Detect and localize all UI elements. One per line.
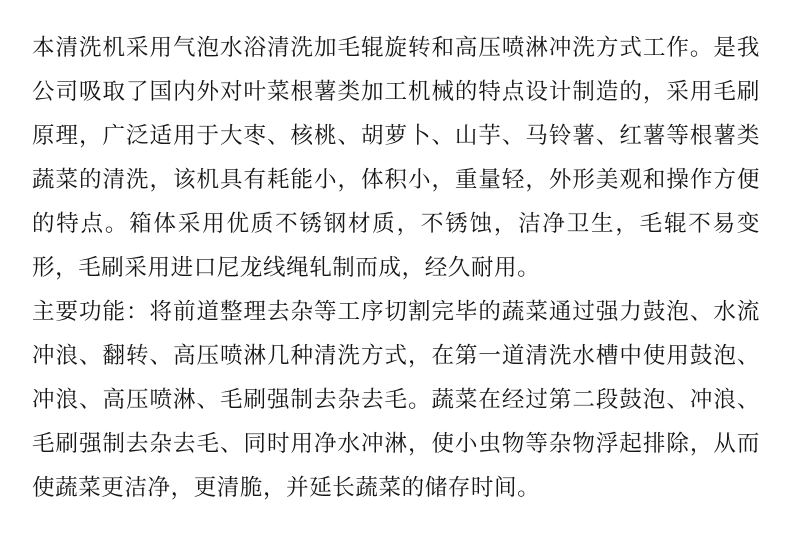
document-body: [32, 26, 760, 510]
paragraph-2: 主要功能：将前道整理去杂等工序切割完毕的蔬菜通过强力鼓泡、水流冲浪、翻转、高压喷淋几种清洗方式，在第一道清洗水槽中使用鼓泡、冲浪、高压喷淋、毛刷强制去杂去毛。蔬菜在经过第二段鼓泡、冲浪、毛刷强制去杂去毛、同时用净水冲淋，使小虫物等杂物浮起排除，从而使蔬菜更洁净，更清脆，并延长蔬菜的储存时间。: [32, 299, 760, 501]
paragraph-1: 本清洗机采用气泡水浴清洗加毛辊旋转和高压喷淋冲洗方式工作。是我公司吸取了国内外对叶菜根薯类加工机械的特点设计制造的，采用毛刷原理，广泛适用于大枣、核桃、胡萝卜、山芋、马铃薯、红薯等根薯类蔬菜的清洗，该机具有耗能小，体积小，重量轻，外形美观和操作方便的特点。箱体采用优质不锈钢材质，不锈蚀，洁净卫生，毛辊不易变形，毛刷采用进口尼龙线绳轧制而成，经久耐用。: [32, 35, 760, 281]
